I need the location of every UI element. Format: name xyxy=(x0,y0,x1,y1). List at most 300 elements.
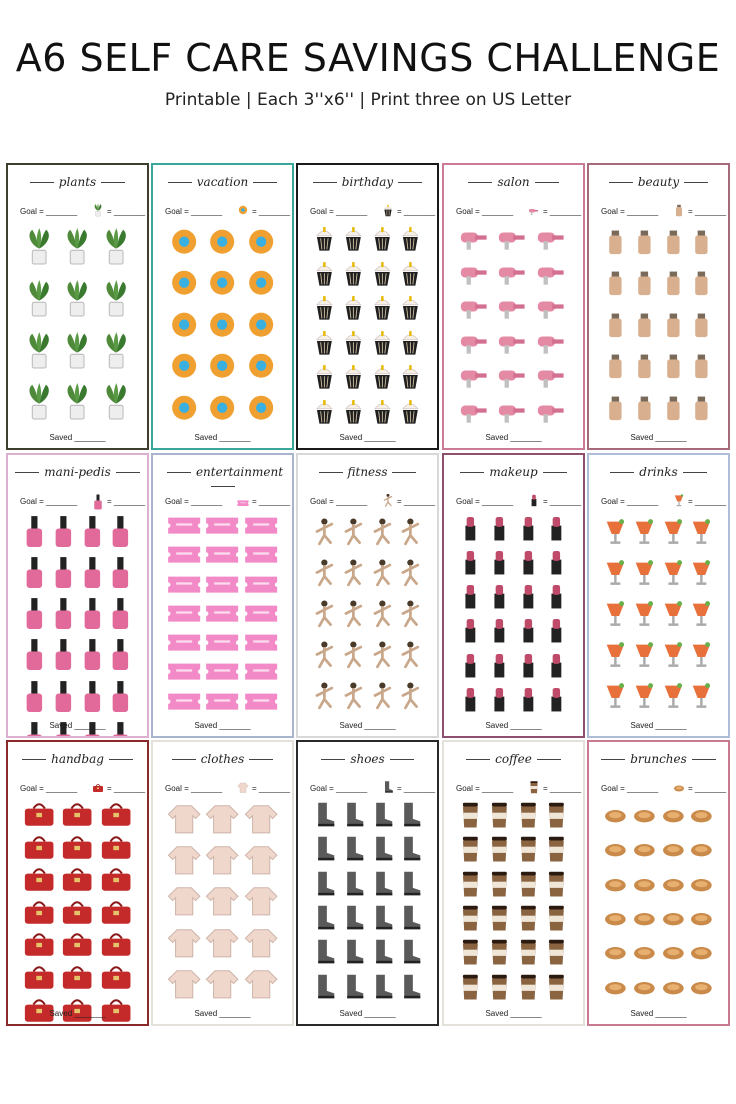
beach-item-icon[interactable] xyxy=(205,347,239,384)
sweater-icon[interactable] xyxy=(244,924,278,961)
hair-tool-icon[interactable] xyxy=(535,292,569,323)
makeup-icon[interactable] xyxy=(458,513,483,543)
ticket-icon[interactable] xyxy=(167,630,201,655)
workout-figure-icon[interactable] xyxy=(312,677,337,714)
boot-icon[interactable] xyxy=(312,869,337,899)
cupcake-icon[interactable] xyxy=(312,361,337,392)
makeup-icon[interactable] xyxy=(487,684,512,714)
ticket-icon[interactable] xyxy=(205,659,239,684)
handbag-icon[interactable] xyxy=(22,898,56,927)
cocktail-icon[interactable] xyxy=(661,554,686,591)
sweater-icon[interactable] xyxy=(205,924,239,961)
boot-icon[interactable] xyxy=(398,903,423,933)
beauty-product-icon[interactable] xyxy=(661,223,686,260)
handbag-icon[interactable] xyxy=(60,865,94,894)
coffee-cup-icon[interactable] xyxy=(458,972,483,1002)
goal-label: Goal = _______ xyxy=(310,207,368,216)
cupcake-icon[interactable] xyxy=(398,292,423,323)
ticket-icon[interactable] xyxy=(205,601,239,626)
makeup-icon[interactable] xyxy=(544,513,569,543)
pastry-icon[interactable] xyxy=(689,800,714,830)
sweater-icon[interactable] xyxy=(244,841,278,878)
pastry-icon[interactable] xyxy=(689,972,714,1002)
hair-tool-icon[interactable] xyxy=(535,258,569,289)
coffee-cup-icon[interactable] xyxy=(516,937,541,967)
makeup-icon[interactable] xyxy=(487,615,512,645)
sweater-icon[interactable] xyxy=(167,965,201,1002)
workout-figure-icon[interactable] xyxy=(370,513,395,550)
beach-item-icon[interactable] xyxy=(167,264,201,301)
makeup-icon[interactable] xyxy=(458,684,483,714)
pastry-icon[interactable] xyxy=(661,937,686,967)
makeup-icon[interactable] xyxy=(516,684,541,714)
handbag-icon[interactable] xyxy=(22,930,56,959)
hair-tool-icon[interactable] xyxy=(458,258,492,289)
ticket-icon[interactable] xyxy=(244,513,278,538)
cocktail-icon[interactable] xyxy=(689,513,714,550)
nail-polish-icon[interactable] xyxy=(108,595,133,632)
nail-polish-icon[interactable] xyxy=(51,595,76,632)
makeup-icon[interactable] xyxy=(516,513,541,543)
coffee-cup-icon[interactable] xyxy=(487,800,512,830)
sweater-icon[interactable] xyxy=(167,800,201,837)
cocktail-icon[interactable] xyxy=(603,677,628,714)
ticket-icon[interactable] xyxy=(167,601,201,626)
makeup-icon[interactable] xyxy=(458,615,483,645)
makeup-icon[interactable] xyxy=(487,513,512,543)
hair-tool-icon[interactable] xyxy=(496,258,530,289)
boot-icon[interactable] xyxy=(312,937,337,967)
nail-polish-icon[interactable] xyxy=(22,513,47,550)
cocktail-icon[interactable] xyxy=(689,554,714,591)
beach-item-icon[interactable] xyxy=(167,306,201,343)
cupcake-icon[interactable] xyxy=(370,327,395,358)
cupcake-icon[interactable] xyxy=(370,223,395,254)
cocktail-icon[interactable] xyxy=(689,677,714,714)
beauty-product-icon[interactable] xyxy=(603,389,628,426)
handbag-icon[interactable] xyxy=(99,898,133,927)
cupcake-icon[interactable] xyxy=(312,396,337,427)
cocktail-icon[interactable] xyxy=(661,513,686,550)
cocktail-icon[interactable] xyxy=(603,636,628,673)
nail-polish-icon[interactable] xyxy=(51,636,76,673)
nail-polish-icon[interactable] xyxy=(80,513,105,550)
workout-figure-icon[interactable] xyxy=(312,595,337,632)
pastry-icon[interactable] xyxy=(689,834,714,864)
beach-item-icon[interactable] xyxy=(244,347,278,384)
beauty-product-icon[interactable] xyxy=(603,223,628,260)
handbag-icon[interactable] xyxy=(60,800,94,829)
beauty-product-icon[interactable] xyxy=(661,389,686,426)
sweater-icon[interactable] xyxy=(244,800,278,837)
makeup-icon[interactable] xyxy=(544,650,569,680)
cocktail-icon[interactable] xyxy=(689,595,714,632)
workout-figure-icon[interactable] xyxy=(370,554,395,591)
nail-polish-icon[interactable] xyxy=(80,595,105,632)
beauty-product-icon[interactable] xyxy=(689,347,714,384)
cupcake-icon[interactable] xyxy=(370,361,395,392)
beach-item-icon[interactable] xyxy=(167,223,201,260)
pastry-icon[interactable] xyxy=(603,937,628,967)
nail-polish-icon[interactable] xyxy=(22,678,47,715)
boot-icon[interactable] xyxy=(312,834,337,864)
nail-polish-icon[interactable] xyxy=(80,636,105,673)
handbag-icon[interactable] xyxy=(60,833,94,862)
cupcake-icon[interactable] xyxy=(341,361,366,392)
handbag-icon[interactable] xyxy=(60,930,94,959)
hair-tool-icon[interactable] xyxy=(458,223,492,254)
cupcake-icon[interactable] xyxy=(398,327,423,358)
boot-icon[interactable] xyxy=(398,869,423,899)
nail-polish-icon[interactable] xyxy=(22,595,47,632)
coffee-cup-icon[interactable] xyxy=(487,972,512,1002)
coffee-cup-icon[interactable] xyxy=(544,937,569,967)
cocktail-icon[interactable] xyxy=(661,677,686,714)
beauty-product-icon[interactable] xyxy=(603,347,628,384)
nail-polish-icon[interactable] xyxy=(51,513,76,550)
plant-icon[interactable] xyxy=(60,327,94,375)
cocktail-icon[interactable] xyxy=(632,513,657,550)
cocktail-icon[interactable] xyxy=(632,595,657,632)
beach-item-icon[interactable] xyxy=(205,389,239,426)
handbag-icon[interactable] xyxy=(99,800,133,829)
beauty-product-icon[interactable] xyxy=(661,306,686,343)
boot-icon[interactable] xyxy=(370,937,395,967)
sweater-icon[interactable] xyxy=(244,882,278,919)
pastry-icon[interactable] xyxy=(689,869,714,899)
hair-tool-icon[interactable] xyxy=(535,327,569,358)
makeup-icon[interactable] xyxy=(458,650,483,680)
sweater-icon[interactable] xyxy=(205,841,239,878)
pastry-icon[interactable] xyxy=(632,972,657,1002)
ticket-icon[interactable] xyxy=(244,689,278,714)
cupcake-icon[interactable] xyxy=(341,327,366,358)
cupcake-icon[interactable] xyxy=(398,258,423,289)
pastry-icon[interactable] xyxy=(603,972,628,1002)
nail-polish-icon[interactable] xyxy=(80,554,105,591)
coffee-cup-icon[interactable] xyxy=(516,972,541,1002)
ticket-icon[interactable] xyxy=(244,542,278,567)
boot-icon[interactable] xyxy=(341,903,366,933)
workout-figure-icon[interactable] xyxy=(341,636,366,673)
workout-figure-icon[interactable] xyxy=(370,595,395,632)
cupcake-icon[interactable] xyxy=(341,396,366,427)
ticket-icon[interactable] xyxy=(205,630,239,655)
coffee-cup-icon[interactable] xyxy=(516,834,541,864)
cupcake-icon[interactable] xyxy=(341,258,366,289)
workout-figure-icon[interactable] xyxy=(398,677,423,714)
cupcake-icon[interactable] xyxy=(370,258,395,289)
pastry-icon[interactable] xyxy=(661,834,686,864)
handbag-icon[interactable] xyxy=(22,865,56,894)
hair-tool-icon[interactable] xyxy=(496,327,530,358)
pastry-icon[interactable] xyxy=(632,937,657,967)
beach-item-icon[interactable] xyxy=(244,264,278,301)
cocktail-icon[interactable] xyxy=(661,636,686,673)
makeup-icon[interactable] xyxy=(544,615,569,645)
beauty-product-icon[interactable] xyxy=(632,306,657,343)
workout-figure-icon[interactable] xyxy=(398,595,423,632)
boot-icon[interactable] xyxy=(341,800,366,830)
handbag-icon[interactable] xyxy=(99,930,133,959)
hair-tool-icon[interactable] xyxy=(458,327,492,358)
beauty-product-icon[interactable] xyxy=(632,264,657,301)
plant-icon[interactable] xyxy=(60,275,94,323)
handbag-icon[interactable] xyxy=(99,865,133,894)
boot-icon[interactable] xyxy=(370,972,395,1002)
hair-tool-icon[interactable] xyxy=(458,396,492,427)
hair-tool-icon[interactable] xyxy=(535,223,569,254)
boot-icon[interactable] xyxy=(341,937,366,967)
ticket-icon[interactable] xyxy=(244,630,278,655)
beach-item-icon[interactable] xyxy=(167,347,201,384)
ticket-icon[interactable] xyxy=(167,572,201,597)
cupcake-icon[interactable] xyxy=(370,396,395,427)
pastry-icon[interactable] xyxy=(632,800,657,830)
plant-icon[interactable] xyxy=(22,327,56,375)
makeup-icon[interactable] xyxy=(544,684,569,714)
workout-figure-icon[interactable] xyxy=(312,554,337,591)
nail-polish-icon[interactable] xyxy=(80,678,105,715)
pastry-icon[interactable] xyxy=(603,800,628,830)
hair-tool-icon[interactable] xyxy=(535,361,569,392)
nail-polish-icon[interactable] xyxy=(22,636,47,673)
coffee-cup-icon[interactable] xyxy=(487,869,512,899)
ticket-icon[interactable] xyxy=(244,659,278,684)
boot-icon[interactable] xyxy=(312,903,337,933)
boot-icon[interactable] xyxy=(312,972,337,1002)
makeup-icon[interactable] xyxy=(544,547,569,577)
makeup-icon[interactable] xyxy=(516,615,541,645)
cupcake-icon[interactable] xyxy=(312,223,337,254)
makeup-icon[interactable] xyxy=(487,547,512,577)
pastry-icon[interactable] xyxy=(632,869,657,899)
cupcake-icon[interactable] xyxy=(341,223,366,254)
beauty-product-icon[interactable] xyxy=(632,347,657,384)
cocktail-icon[interactable] xyxy=(603,554,628,591)
plant-icon[interactable] xyxy=(22,223,56,271)
coffee-cup-icon[interactable] xyxy=(487,834,512,864)
cocktail-icon[interactable] xyxy=(603,513,628,550)
boot-icon[interactable] xyxy=(312,800,337,830)
makeup-icon[interactable] xyxy=(516,581,541,611)
coffee-cup-icon[interactable] xyxy=(458,869,483,899)
beauty-product-icon[interactable] xyxy=(603,306,628,343)
coffee-cup-icon[interactable] xyxy=(458,903,483,933)
cupcake-icon[interactable] xyxy=(370,292,395,323)
boot-icon[interactable] xyxy=(341,869,366,899)
plant-icon[interactable] xyxy=(99,378,133,426)
coffee-cup-icon[interactable] xyxy=(516,800,541,830)
handbag-icon[interactable] xyxy=(22,963,56,992)
beauty-product-icon[interactable] xyxy=(632,389,657,426)
handbag-icon[interactable] xyxy=(22,833,56,862)
boot-icon[interactable] xyxy=(370,869,395,899)
workout-figure-icon[interactable] xyxy=(312,513,337,550)
hair-tool-icon[interactable] xyxy=(535,396,569,427)
workout-figure-icon[interactable] xyxy=(370,677,395,714)
coffee-cup-icon[interactable] xyxy=(544,834,569,864)
makeup-icon[interactable] xyxy=(516,547,541,577)
sweater-icon[interactable] xyxy=(205,965,239,1002)
sweater-icon[interactable] xyxy=(205,882,239,919)
hair-tool-icon[interactable] xyxy=(496,292,530,323)
beauty-product-icon[interactable] xyxy=(689,306,714,343)
cocktail-icon[interactable] xyxy=(689,636,714,673)
workout-figure-icon[interactable] xyxy=(370,636,395,673)
ticket-icon[interactable] xyxy=(205,572,239,597)
sweater-icon[interactable] xyxy=(167,924,201,961)
hair-tool-icon[interactable] xyxy=(496,396,530,427)
cocktail-icon[interactable] xyxy=(603,595,628,632)
beach-item-icon[interactable] xyxy=(244,306,278,343)
boot-icon[interactable] xyxy=(370,800,395,830)
cocktail-icon[interactable] xyxy=(661,595,686,632)
sweater-icon[interactable] xyxy=(205,800,239,837)
handbag-icon[interactable] xyxy=(99,833,133,862)
boot-icon[interactable] xyxy=(370,903,395,933)
beach-item-icon[interactable] xyxy=(244,389,278,426)
handbag-icon[interactable] xyxy=(60,963,94,992)
cupcake-icon[interactable] xyxy=(341,292,366,323)
coffee-cup-icon[interactable] xyxy=(544,903,569,933)
makeup-icon[interactable] xyxy=(544,581,569,611)
beach-item-icon[interactable] xyxy=(205,306,239,343)
pastry-icon[interactable] xyxy=(603,834,628,864)
beauty-product-icon[interactable] xyxy=(661,264,686,301)
beach-item-icon[interactable] xyxy=(205,223,239,260)
beauty-product-icon[interactable] xyxy=(689,264,714,301)
cupcake-icon[interactable] xyxy=(398,361,423,392)
plant-icon[interactable] xyxy=(60,378,94,426)
sweater-icon[interactable] xyxy=(167,882,201,919)
pastry-icon[interactable] xyxy=(632,903,657,933)
boot-icon[interactable] xyxy=(341,834,366,864)
ticket-icon[interactable] xyxy=(205,513,239,538)
handbag-icon[interactable] xyxy=(22,800,56,829)
plant-icon[interactable] xyxy=(99,327,133,375)
coffee-cup-icon[interactable] xyxy=(458,834,483,864)
makeup-icon[interactable] xyxy=(487,581,512,611)
workout-figure-icon[interactable] xyxy=(341,677,366,714)
makeup-icon[interactable] xyxy=(458,547,483,577)
workout-figure-icon[interactable] xyxy=(341,554,366,591)
makeup-icon[interactable] xyxy=(487,650,512,680)
plant-icon[interactable] xyxy=(22,378,56,426)
coffee-cup-icon[interactable] xyxy=(516,903,541,933)
hair-tool-icon[interactable] xyxy=(496,361,530,392)
hair-tool-icon[interactable] xyxy=(458,361,492,392)
nail-polish-icon[interactable] xyxy=(108,678,133,715)
pastry-icon[interactable] xyxy=(603,903,628,933)
workout-figure-icon[interactable] xyxy=(341,513,366,550)
pastry-icon[interactable] xyxy=(661,800,686,830)
nail-polish-icon[interactable] xyxy=(108,554,133,591)
cupcake-icon[interactable] xyxy=(398,396,423,427)
sweater-icon[interactable] xyxy=(244,965,278,1002)
plant-icon[interactable] xyxy=(60,223,94,271)
pastry-icon[interactable] xyxy=(661,903,686,933)
pastry-icon[interactable] xyxy=(689,937,714,967)
ticket-icon[interactable] xyxy=(167,542,201,567)
boot-icon[interactable] xyxy=(370,834,395,864)
coffee-cup-icon[interactable] xyxy=(487,937,512,967)
makeup-icon[interactable] xyxy=(516,650,541,680)
boot-icon[interactable] xyxy=(398,972,423,1002)
nail-polish-icon[interactable] xyxy=(108,513,133,550)
workout-figure-icon[interactable] xyxy=(398,554,423,591)
nail-polish-icon[interactable] xyxy=(22,554,47,591)
coffee-cup-icon[interactable] xyxy=(487,903,512,933)
workout-figure-icon[interactable] xyxy=(398,513,423,550)
coffee-cup-icon[interactable] xyxy=(544,972,569,1002)
sweater-icon[interactable] xyxy=(167,841,201,878)
ticket-icon[interactable] xyxy=(205,689,239,714)
pastry-icon[interactable] xyxy=(632,834,657,864)
beauty-product-icon[interactable] xyxy=(689,223,714,260)
ticket-icon[interactable] xyxy=(244,601,278,626)
nail-polish-icon[interactable] xyxy=(51,554,76,591)
beach-item-icon[interactable] xyxy=(244,223,278,260)
ticket-icon[interactable] xyxy=(167,659,201,684)
cocktail-icon[interactable] xyxy=(632,677,657,714)
makeup-icon[interactable] xyxy=(458,581,483,611)
coffee-cup-icon[interactable] xyxy=(516,869,541,899)
hair-tool-icon[interactable] xyxy=(496,223,530,254)
pastry-icon[interactable] xyxy=(603,869,628,899)
coffee-cup-icon[interactable] xyxy=(544,869,569,899)
plant-icon[interactable] xyxy=(99,275,133,323)
beauty-product-icon[interactable] xyxy=(632,223,657,260)
ticket-icon[interactable] xyxy=(167,689,201,714)
pastry-icon[interactable] xyxy=(689,903,714,933)
handbag-icon[interactable] xyxy=(99,963,133,992)
beach-item-icon[interactable] xyxy=(205,264,239,301)
coffee-cup-icon[interactable] xyxy=(544,800,569,830)
plant-icon[interactable] xyxy=(99,223,133,271)
workout-figure-icon[interactable] xyxy=(398,636,423,673)
boot-icon[interactable] xyxy=(398,800,423,830)
plant-icon[interactable] xyxy=(22,275,56,323)
beauty-product-icon[interactable] xyxy=(661,347,686,384)
nail-polish-icon[interactable] xyxy=(108,636,133,673)
cocktail-icon[interactable] xyxy=(632,554,657,591)
cupcake-icon[interactable] xyxy=(312,292,337,323)
ticket-icon[interactable] xyxy=(167,513,201,538)
beach-item-icon[interactable] xyxy=(167,389,201,426)
cupcake-icon[interactable] xyxy=(398,223,423,254)
boot-icon[interactable] xyxy=(398,834,423,864)
pastry-icon[interactable] xyxy=(661,972,686,1002)
cupcake-icon[interactable] xyxy=(312,258,337,289)
ticket-icon[interactable] xyxy=(244,572,278,597)
hair-tool-icon[interactable] xyxy=(458,292,492,323)
nail-polish-icon[interactable] xyxy=(51,678,76,715)
coffee-cup-icon[interactable] xyxy=(458,937,483,967)
ticket-icon[interactable] xyxy=(205,542,239,567)
workout-figure-icon[interactable] xyxy=(341,595,366,632)
workout-figure-icon[interactable] xyxy=(312,636,337,673)
boot-icon[interactable] xyxy=(341,972,366,1002)
handbag-icon[interactable] xyxy=(60,898,94,927)
cocktail-icon[interactable] xyxy=(632,636,657,673)
coffee-cup-icon[interactable] xyxy=(458,800,483,830)
beauty-product-icon[interactable] xyxy=(603,264,628,301)
boot-icon[interactable] xyxy=(398,937,423,967)
pastry-icon[interactable] xyxy=(661,869,686,899)
beauty-product-icon[interactable] xyxy=(689,389,714,426)
cupcake-icon[interactable] xyxy=(312,327,337,358)
